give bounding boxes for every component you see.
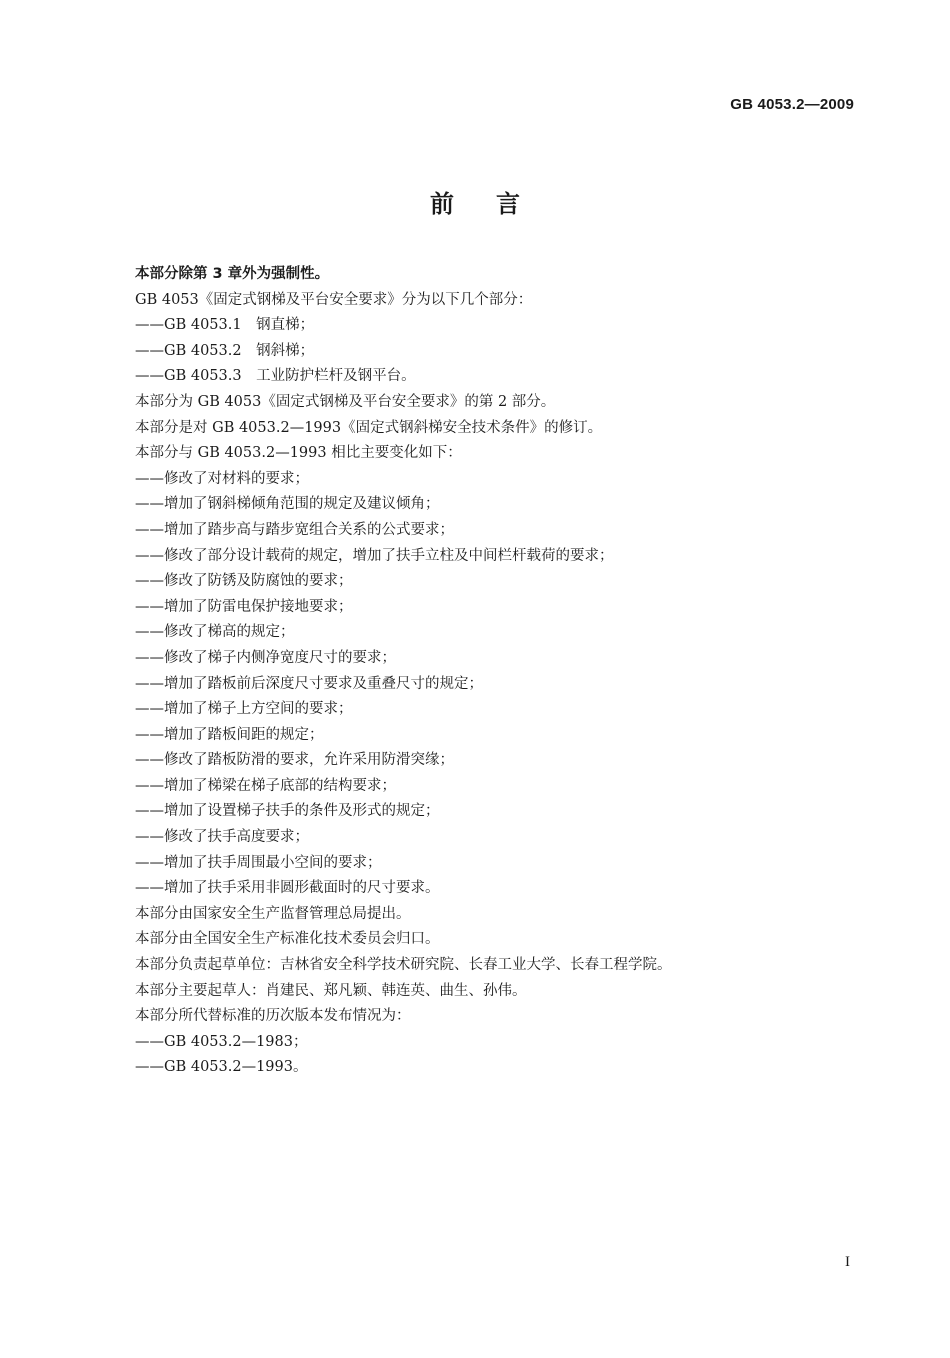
- list-item: ——GB 4053.2 钢斜梯；: [135, 342, 315, 359]
- list-item: ——修改了扶手高度要求；: [135, 829, 309, 846]
- paragraph: 本部分由国家安全生产监督管理总局提出。: [135, 905, 411, 922]
- list-item: ——修改了梯子内侧净宽度尺寸的要求；: [135, 649, 396, 666]
- paragraph: 本部分负责起草单位：吉林省安全科学技术研究院、长春工业大学、长春工程学院。: [135, 957, 672, 974]
- list-item: ——增加了梯子上方空间的要求；: [135, 701, 353, 718]
- paragraph: 本部分与 GB 4053.2—1993 相比主要变化如下：: [135, 445, 462, 462]
- paragraph: GB 4053《固定式钢梯及平台安全要求》分为以下几个部分：: [135, 291, 533, 308]
- list-item: ——增加了踏板间距的规定；: [135, 726, 324, 743]
- mandatory-statement: 本部分除第 3 章外为强制性。: [135, 266, 330, 282]
- page-title: 前言: [430, 190, 562, 218]
- list-item: ——增加了钢斜梯倾角范围的规定及建议倾角；: [135, 496, 440, 513]
- list-item: ——GB 4053.3 工业防护栏杆及钢平台。: [135, 368, 416, 385]
- standard-number: GB 4053.2—2009: [730, 96, 854, 113]
- paragraph: 本部分为 GB 4053《固定式钢梯及平台安全要求》的第 2 部分。: [135, 393, 556, 410]
- list-item: ——增加了梯梁在梯子底部的结构要求；: [135, 777, 396, 794]
- list-item: ——修改了部分设计载荷的规定，增加了扶手立柱及中间栏杆载荷的要求；: [135, 547, 614, 564]
- paragraph: 本部分主要起草人：肖建民、郑凡颖、韩连英、曲生、孙伟。: [135, 982, 527, 999]
- list-item: ——增加了扶手周围最小空间的要求；: [135, 854, 382, 871]
- page-number: I: [845, 1254, 850, 1270]
- list-item: ——修改了踏板防滑的要求，允许采用防滑突缘；: [135, 752, 454, 769]
- list-item: ——GB 4053.2—1993。: [135, 1059, 308, 1076]
- list-item: ——修改了防锈及防腐蚀的要求；: [135, 573, 353, 590]
- list-item: ——增加了踏板前后深度尺寸要求及重叠尺寸的规定；: [135, 675, 483, 692]
- list-item: ——GB 4053.1 钢直梯；: [135, 317, 315, 334]
- list-item: ——增加了防雷电保护接地要求；: [135, 598, 353, 615]
- list-item: ——GB 4053.2—1983；: [135, 1033, 308, 1050]
- paragraph: 本部分所代替标准的历次版本发布情况为：: [135, 1008, 411, 1025]
- list-item: ——修改了梯高的规定；: [135, 624, 295, 641]
- list-item: ——增加了设置梯子扶手的条件及形式的规定；: [135, 803, 440, 820]
- foreword-body: [135, 262, 835, 1081]
- list-item: ——增加了扶手采用非圆形截面时的尺寸要求。: [135, 880, 440, 897]
- paragraph: 本部分由全国安全生产标准化技术委员会归口。: [135, 931, 440, 948]
- list-item: ——增加了踏步高与踏步宽组合关系的公式要求；: [135, 521, 454, 538]
- list-item: ——修改了对材料的要求；: [135, 470, 309, 487]
- paragraph: 本部分是对 GB 4053.2—1993《固定式钢斜梯安全技术条件》的修订。: [135, 419, 603, 436]
